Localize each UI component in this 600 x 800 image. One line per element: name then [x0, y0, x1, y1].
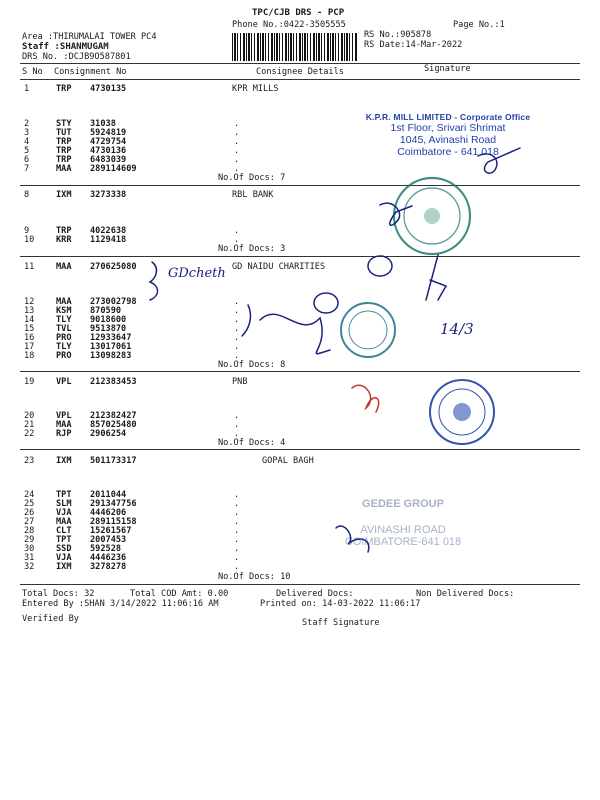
cigca-round-stamp	[341, 303, 395, 357]
row-prefix: TLY	[56, 342, 72, 352]
row-sno: 19	[24, 377, 35, 387]
handwritten-strokes	[150, 148, 520, 552]
row-number: 289115158	[90, 517, 137, 527]
row-sno: 11	[24, 262, 35, 272]
row-prefix: TRP	[56, 84, 72, 94]
row-prefix: MAA	[56, 420, 72, 430]
row-sno: 17	[24, 342, 35, 352]
row-dot: .	[234, 137, 240, 147]
row-number: 4446236	[90, 553, 127, 563]
row-number: 3273338	[90, 190, 127, 200]
row-number: 13017061	[90, 342, 132, 352]
col-consignment: Consignment No	[54, 67, 127, 77]
rbl-signature	[380, 203, 412, 225]
col-consignee: Consignee Details	[256, 67, 344, 77]
rbl-mark	[426, 255, 446, 300]
row-dot: .	[234, 128, 240, 138]
row-number: 501173317	[90, 456, 137, 466]
row-dot: .	[234, 226, 240, 236]
row-prefix: MAA	[56, 262, 72, 272]
pnb-round-stamp	[430, 380, 494, 444]
page-number: Page No.:1	[453, 20, 505, 30]
row-number: 592528	[90, 544, 122, 554]
row-dot: .	[234, 420, 240, 430]
gd-naidu-handwritten-note: GDcheth	[168, 266, 226, 281]
row-dot: .	[234, 351, 240, 361]
row-prefix: SLM	[56, 499, 72, 509]
row-prefix: MAA	[56, 297, 72, 307]
row-sno: 6	[24, 155, 30, 165]
row-sno: 25	[24, 499, 35, 509]
row-dot: .	[234, 164, 240, 174]
row-sno: 24	[24, 490, 35, 500]
row-prefix: CLT	[56, 526, 72, 536]
row-number: 291347756	[90, 499, 137, 509]
row-prefix: MAA	[56, 164, 72, 174]
circled-number-six	[314, 293, 338, 313]
row-dot: .	[234, 333, 240, 343]
verified-by: Verified By	[22, 614, 79, 624]
row-dot: .	[234, 297, 240, 307]
row-sno: 1	[24, 84, 30, 94]
row-number: 1129418	[90, 235, 127, 245]
row-sno: 22	[24, 429, 35, 439]
non-delivered-docs: Non Delivered Docs:	[416, 589, 515, 599]
total-cod-amount: Total COD Amt: 0.00	[130, 589, 229, 599]
row-sno: 18	[24, 351, 35, 361]
row-prefix: IXM	[56, 562, 72, 572]
row-sno: 7	[24, 164, 30, 174]
delivered-docs: Delivered Docs:	[276, 589, 354, 599]
row-dot: .	[234, 315, 240, 325]
row-prefix: PRO	[56, 351, 72, 361]
row-prefix: MAA	[56, 517, 72, 527]
row-number: 857025480	[90, 420, 137, 430]
row-number: 5924819	[90, 128, 127, 138]
no-of-docs: No.Of Docs: 8	[218, 360, 286, 370]
row-dot: .	[234, 499, 240, 509]
row-number: 870590	[90, 306, 122, 316]
printed-on: Printed on: 14-03-2022 11:06:17	[260, 599, 421, 609]
staff-field: Staff :SHANMUGAM	[22, 42, 109, 52]
row-number: 270625080	[90, 262, 137, 272]
kpr-stamp-line1: K.P.R. MILL LIMITED - Corporate Office	[365, 112, 531, 122]
row-prefix: KSM	[56, 306, 72, 316]
rs-number: RS No.:905878	[364, 30, 432, 40]
row-prefix: IXM	[56, 190, 72, 200]
row-sno: 30	[24, 544, 35, 554]
row-sno: 16	[24, 333, 35, 343]
phone-number: Phone No.:0422-3505555	[232, 20, 346, 30]
consignee-name: GOPAL BAGH	[262, 456, 314, 466]
row-dot: .	[234, 562, 240, 572]
row-prefix: TPT	[56, 490, 72, 500]
row-number: 9018600	[90, 315, 127, 325]
rbl-round-stamp	[394, 178, 470, 254]
row-prefix: IXM	[56, 456, 72, 466]
row-prefix: TRP	[56, 146, 72, 156]
row-number: 2011044	[90, 490, 127, 500]
row-dot: .	[234, 553, 240, 563]
row-number: 4729754	[90, 137, 127, 147]
consignee-name: KPR MILLS	[232, 84, 279, 94]
row-number: 9513870	[90, 324, 127, 334]
row-number: 15261567	[90, 526, 132, 536]
row-sno: 12	[24, 297, 35, 307]
row-number: 289114609	[90, 164, 137, 174]
row-dot: .	[234, 508, 240, 518]
row-prefix: TVL	[56, 324, 72, 334]
row-dot: .	[234, 235, 240, 245]
row-sno: 32	[24, 562, 35, 572]
row-prefix: TPT	[56, 535, 72, 545]
row-number: 4022638	[90, 226, 127, 236]
row-prefix: KRR	[56, 235, 72, 245]
kpr-stamp-line4: Coimbatore - 641 018	[397, 146, 499, 158]
row-sno: 23	[24, 456, 35, 466]
no-of-docs: No.Of Docs: 4	[218, 438, 286, 448]
row-prefix: STY	[56, 119, 72, 129]
row-sno: 8	[24, 190, 30, 200]
row-sno: 31	[24, 553, 35, 563]
row-sno: 27	[24, 517, 35, 527]
gedee-stamp-line2: AVINASHI ROAD	[360, 524, 446, 536]
row-number: 212382427	[90, 411, 137, 421]
gd-naidu-signature	[242, 305, 330, 354]
consignee-name: PNB	[232, 377, 248, 387]
row-dot: .	[234, 146, 240, 156]
row-prefix: SSD	[56, 544, 72, 554]
row-number: 3278278	[90, 562, 127, 572]
row-sno: 29	[24, 535, 35, 545]
row-sno: 28	[24, 526, 35, 536]
staff-signature-label: Staff Signature	[302, 618, 380, 628]
row-number: 4730136	[90, 146, 127, 156]
row-sno: 3	[24, 128, 30, 138]
no-of-docs: No.Of Docs: 10	[218, 572, 291, 582]
row-prefix: VPL	[56, 411, 72, 421]
consignee-name: RBL BANK	[232, 190, 274, 200]
row-number: 13098283	[90, 351, 132, 361]
gedee-stamp-line1: GEDEE GROUP	[362, 498, 444, 510]
row-number: 2007453	[90, 535, 127, 545]
row-dot: .	[234, 544, 240, 554]
row-sno: 26	[24, 508, 35, 518]
row-sno: 20	[24, 411, 35, 421]
entered-by: Entered By :SHAN 3/14/2022 11:06:16 AM	[22, 599, 219, 609]
gedee-stamp-line3: COIMBATORE-641 018	[344, 536, 462, 548]
row-dot: .	[234, 429, 240, 439]
row-sno: 9	[24, 226, 30, 236]
row-number: 2906254	[90, 429, 127, 439]
document-title: TPC/CJB DRS - PCP	[252, 8, 345, 18]
row-sno: 4	[24, 137, 30, 147]
kpr-stamp-line2: 1st Floor, Srivari Shrimat	[390, 122, 506, 134]
row-prefix: TRP	[56, 137, 72, 147]
row-sno: 10	[24, 235, 35, 245]
no-of-docs: No.Of Docs: 3	[218, 244, 286, 254]
total-docs: Total Docs: 32	[22, 589, 95, 599]
row-prefix: RJP	[56, 429, 72, 439]
row-prefix: TRP	[56, 155, 72, 165]
col-signature: Signature	[424, 64, 471, 74]
rs-date: RS Date:14-Mar-2022	[364, 40, 463, 50]
row-number: 4446206	[90, 508, 127, 518]
row-dot: .	[234, 526, 240, 536]
row-number: 273002798	[90, 297, 137, 307]
row-dot: .	[234, 517, 240, 527]
row-dot: .	[234, 324, 240, 334]
row-number: 212383453	[90, 377, 137, 387]
gopal-bagh-signature	[336, 526, 369, 552]
row-dot: .	[234, 411, 240, 421]
row-dot: .	[234, 342, 240, 352]
row-dot: .	[234, 306, 240, 316]
row-number: 31038	[90, 119, 116, 129]
row-prefix: TRP	[56, 226, 72, 236]
row-prefix: TUT	[56, 128, 72, 138]
row-dot: .	[234, 490, 240, 500]
col-sno: S No	[22, 67, 43, 77]
row-prefix: PRO	[56, 333, 72, 343]
row-sno: 15	[24, 324, 35, 334]
row-sno: 5	[24, 146, 30, 156]
pnb-signature	[352, 385, 379, 412]
pnb-handwritten-date: 14/3	[440, 320, 474, 338]
gd-bracket-mark	[150, 262, 158, 300]
row-number: 6483039	[90, 155, 127, 165]
kpr-stamp-line3: 1045, Avinashi Road	[399, 134, 497, 146]
row-number: 4730135	[90, 84, 127, 94]
row-prefix: TLY	[56, 315, 72, 325]
area-field: Area :THIRUMALAI TOWER PC4	[22, 32, 157, 42]
row-sno: 14	[24, 315, 35, 325]
drs-number: DRS No. :DCJB9O587801	[22, 52, 131, 62]
row-prefix: VJA	[56, 553, 72, 563]
row-dot: .	[234, 119, 240, 129]
no-of-docs: No.Of Docs: 7	[218, 173, 286, 183]
row-prefix: VJA	[56, 508, 72, 518]
kpr-signature	[478, 148, 520, 173]
row-dot: .	[234, 535, 240, 545]
row-number: 12933647	[90, 333, 132, 343]
consignee-name: GD NAIDU CHARITIES	[232, 262, 326, 272]
row-sno: 21	[24, 420, 35, 430]
row-sno: 2	[24, 119, 30, 129]
row-sno: 13	[24, 306, 35, 316]
row-prefix: VPL	[56, 377, 72, 387]
row-dot: .	[234, 155, 240, 165]
circled-number-two	[368, 256, 392, 276]
